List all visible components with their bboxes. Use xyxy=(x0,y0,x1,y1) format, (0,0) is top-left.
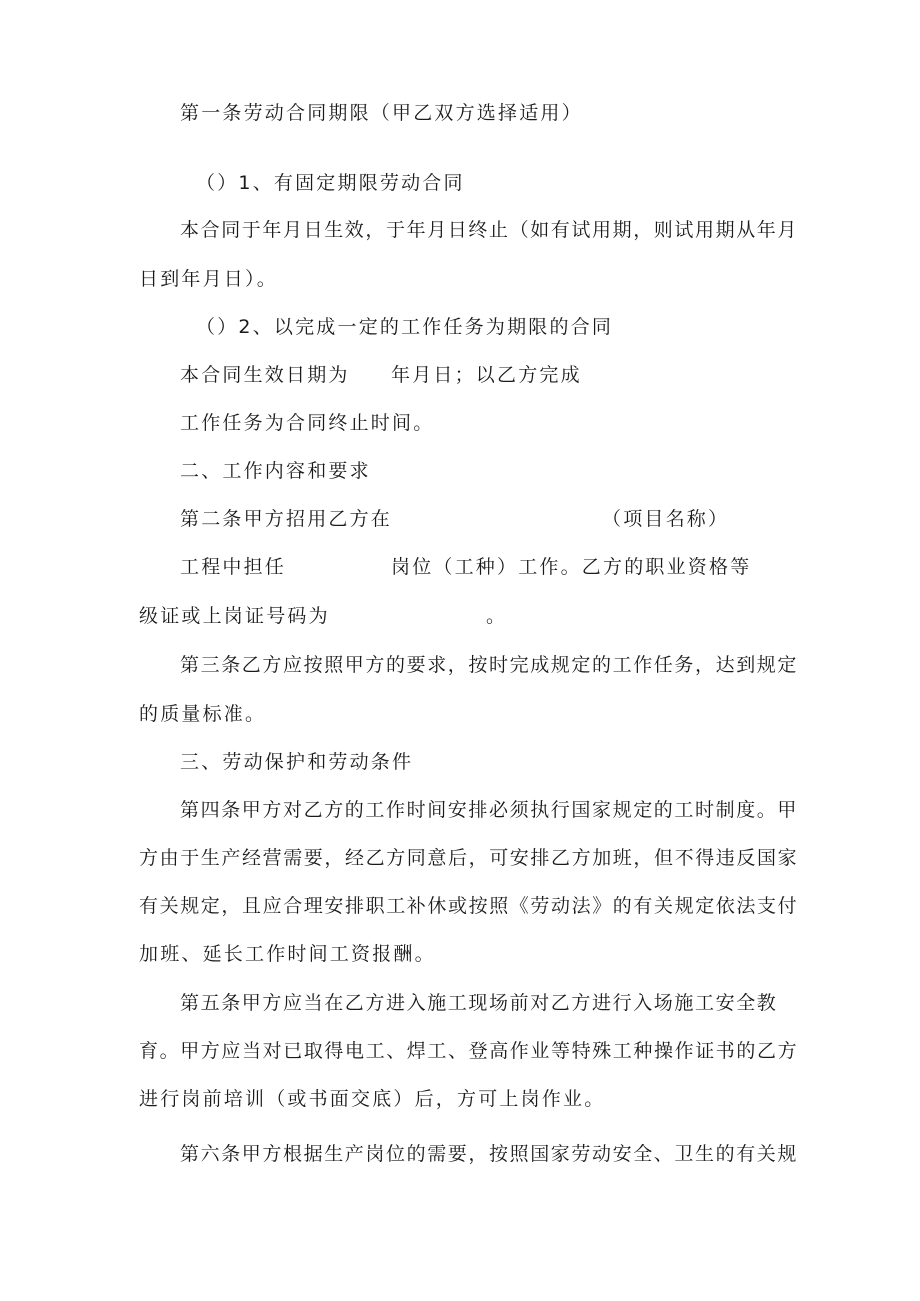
option-1-text: 本合同于年月日生效，于年月日终止（如有试用期，则试用期从年月 xyxy=(180,219,799,241)
article-5-text-1: 第五条甲方应当在乙方进入施工现场前对乙方进行入场施工安全教 xyxy=(180,992,778,1014)
section-3-heading: 三、劳动保护和劳动条件 xyxy=(180,751,414,773)
article-3-text: 第三条乙方应按照甲方的要求，按时完成规定的工作任务，达到规定 xyxy=(180,654,799,676)
article-2-text-b: 工程中担任 xyxy=(180,556,287,578)
article-5-text-3: 进行岗前培训（或书面交底）后，方可上岗作业。 xyxy=(139,1088,606,1110)
option-2-text-a: 本合同生效日期为 xyxy=(180,364,350,386)
article-2-text-c: 岗位（工种）工作。乙方的职业资格等 xyxy=(391,556,752,578)
option-2-text-b: 年月日；以乙方完成 xyxy=(391,364,582,386)
article-2-project-name: （项目名称） xyxy=(602,508,730,530)
article-2-text-end: 。 xyxy=(486,605,508,627)
option-1-text-cont: 日到年月日）。 xyxy=(139,268,278,290)
article-4-text-2: 方由于生产经营需要，经乙方同意后，可安排乙方加班，但不得违反国家 xyxy=(139,847,799,869)
article-5-text-2: 育。甲方应当对已取得电工、焊工、登高作业等特殊工种操作证书的乙方 xyxy=(139,1040,799,1062)
option-2-heading: （）2、以完成一定的工作任务为期限的合同 xyxy=(196,316,614,338)
article-2-text-a: 第二条甲方招用乙方在 xyxy=(180,508,393,530)
option-2-text-cont: 工作任务为合同终止时间。 xyxy=(180,412,435,434)
article-6-text-1: 第六条甲方根据生产岗位的需要，按照国家劳动安全、卫生的有关规 xyxy=(180,1143,799,1165)
article-1-heading: 第一条劳动合同期限（甲乙双方选择适用） xyxy=(180,102,583,124)
article-3-text-cont: 的质量标准。 xyxy=(139,703,267,725)
article-4-text-1: 第四条甲方对乙方的工作时间安排必须执行国家规定的工时制度。甲 xyxy=(180,799,799,821)
article-2-text-d: 级证或上岗证号码为 xyxy=(139,605,330,627)
section-2-heading: 二、工作内容和要求 xyxy=(180,460,371,482)
article-4-text-4: 加班、延长工作时间工资报酬。 xyxy=(139,943,436,965)
option-1-heading: （）1、有固定期限劳动合同 xyxy=(196,172,465,194)
article-4-text-3: 有关规定，且应合理安排职工补休或按照《劳动法》的有关规定依法支付 xyxy=(139,895,799,917)
